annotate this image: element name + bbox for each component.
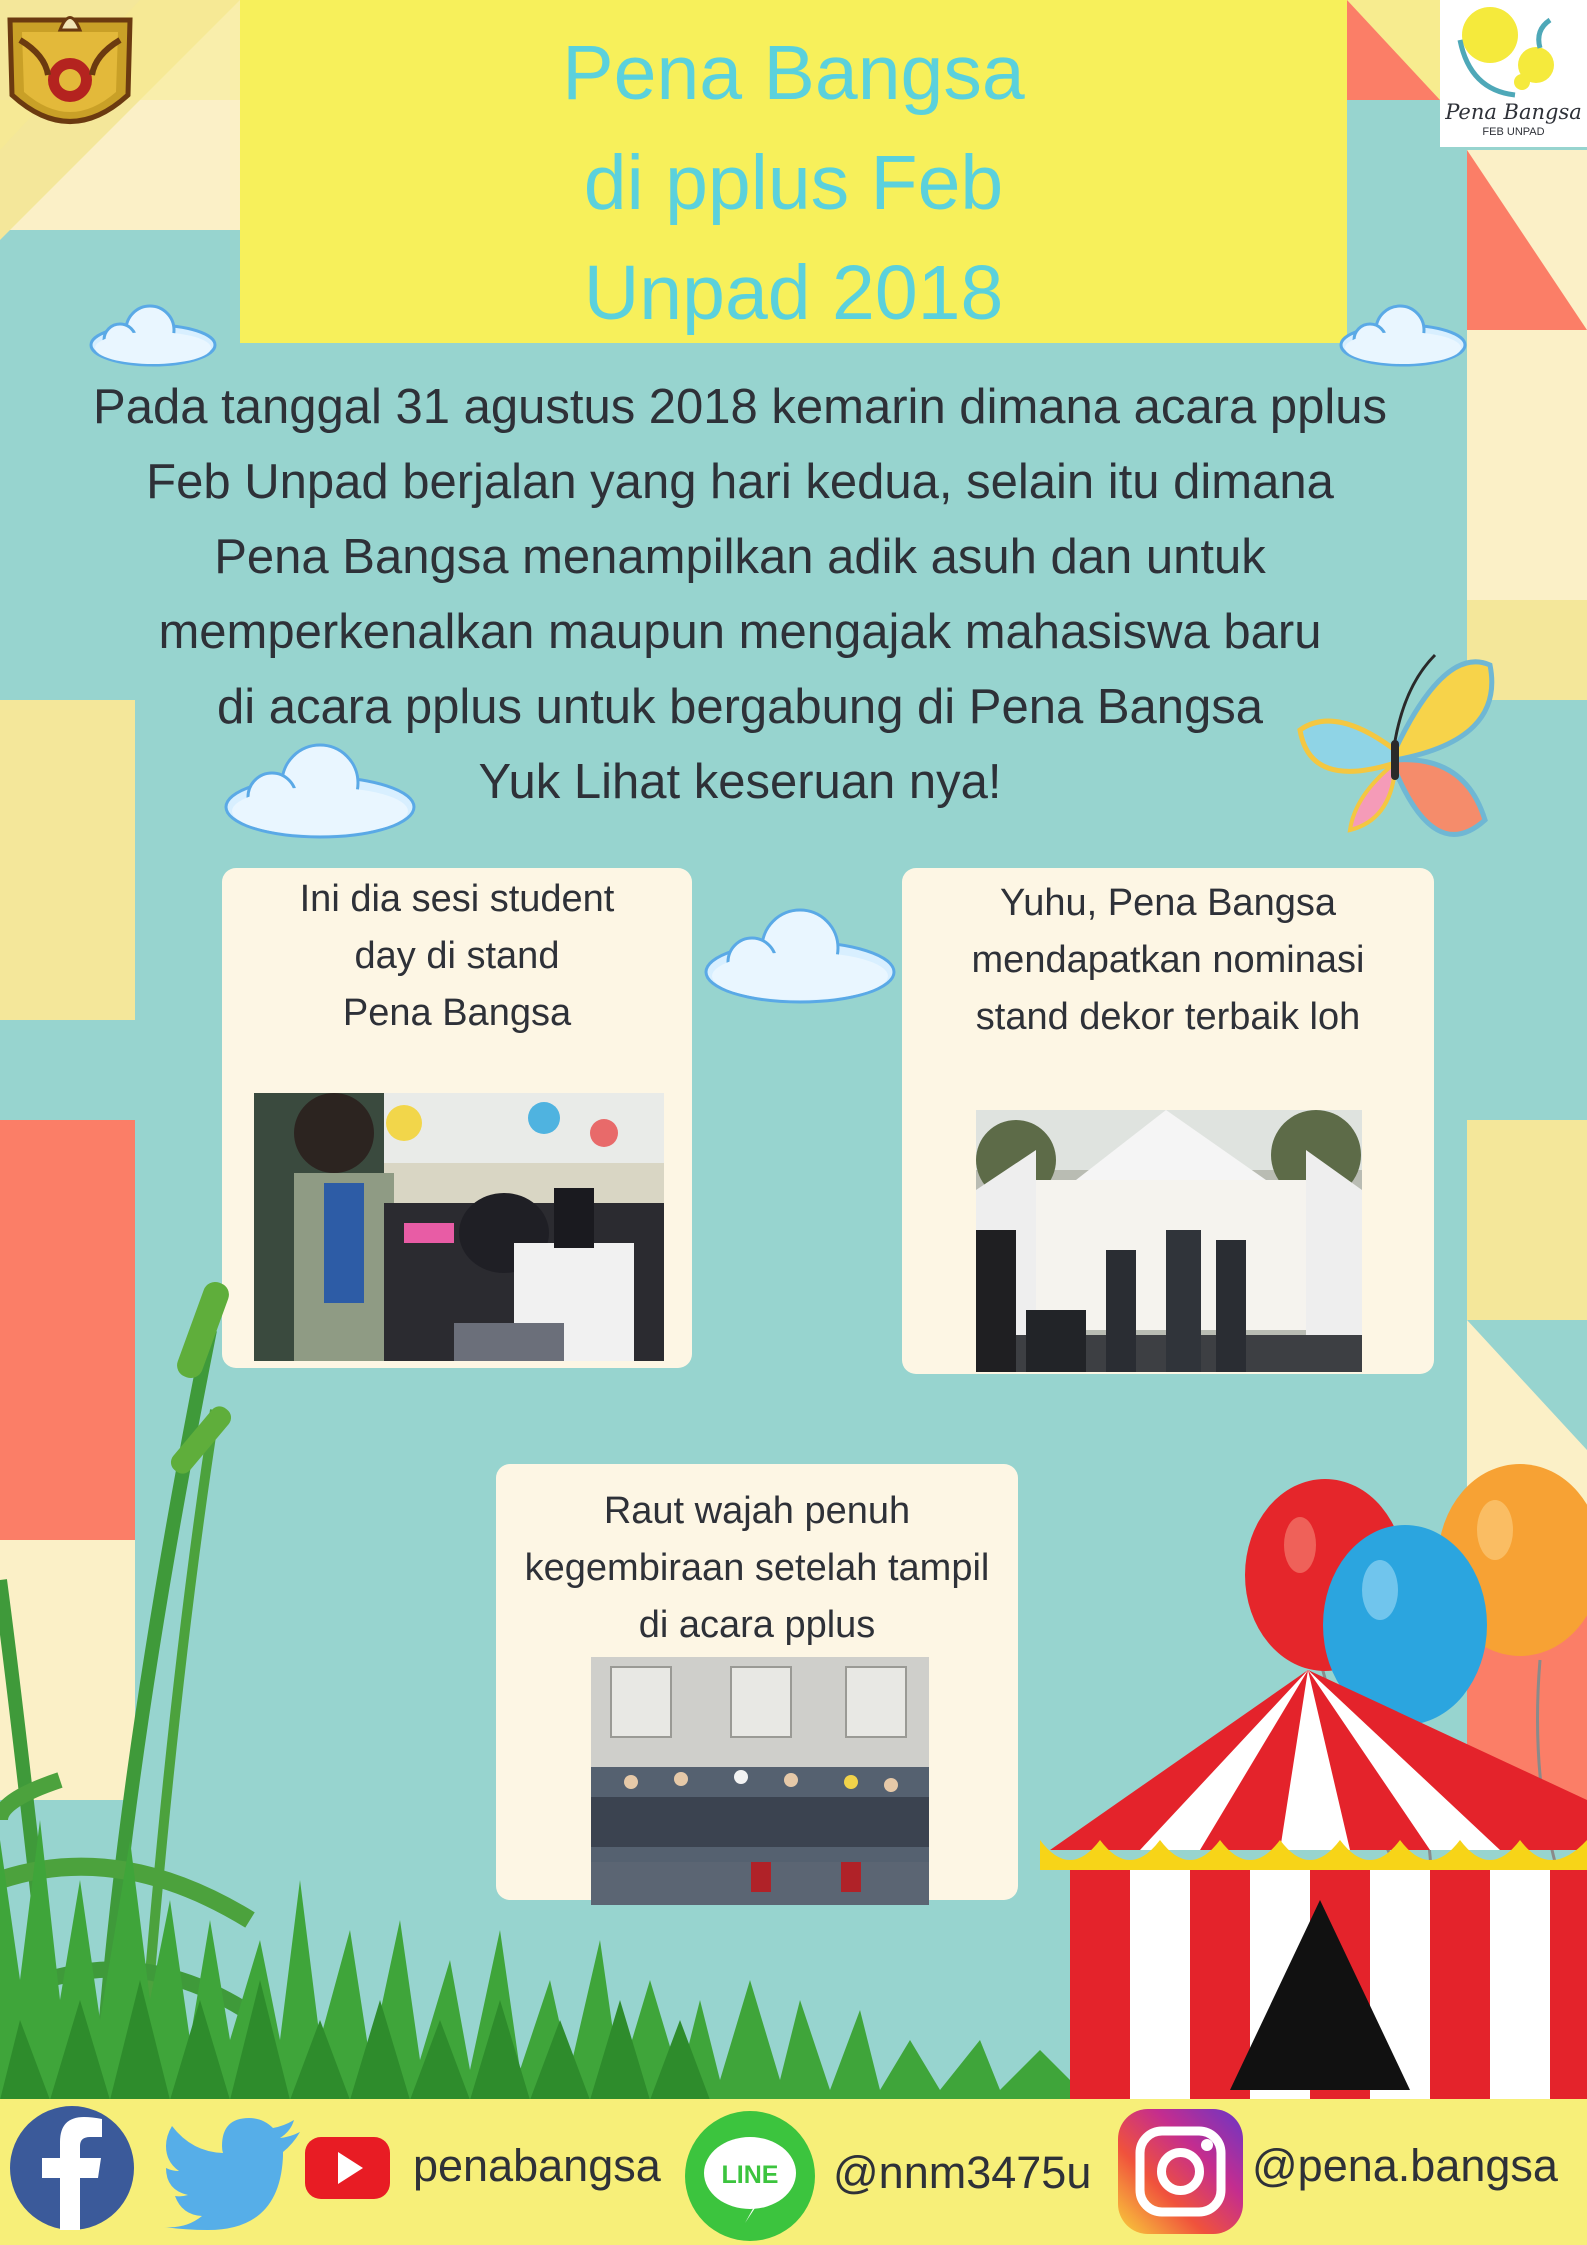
university-logo <box>0 0 140 150</box>
cloud-icon <box>85 300 220 370</box>
card-caption <box>902 875 1434 1046</box>
card-caption-line: Ini dia sesi student <box>299 878 615 920</box>
youtube-icon[interactable] <box>305 2137 390 2199</box>
card-caption-line: stand dekor terbaik loh <box>975 996 1361 1038</box>
title-line: Pena Bangsa <box>562 30 1025 116</box>
circus-tent-decoration <box>1030 1670 1587 2100</box>
intro-line: Pena Bangsa menampilkan adik asuh dan untuk <box>214 530 1266 584</box>
facebook-icon[interactable] <box>10 2106 135 2231</box>
card-caption-line: Raut wajah penuh <box>603 1490 911 1532</box>
instagram-icon[interactable] <box>1118 2109 1243 2234</box>
cloud-icon <box>1335 300 1470 370</box>
card-caption-line: kegembiraan setelah tampil <box>524 1547 990 1589</box>
intro-line: di acara pplus untuk bergabung di Pena Bangsa <box>216 680 1264 734</box>
intro-line: Feb Unpad berjalan yang hari kedua, selain itu dimana <box>146 455 1334 509</box>
instagram-handle[interactable]: @pena.bangsa <box>1252 2140 1558 2191</box>
pena-bangsa-logo-mark <box>1440 0 1587 110</box>
line-badge-text: LINE <box>721 2161 779 2189</box>
intro-line: Yuk Lihat keseruan nya! <box>478 755 1002 809</box>
card-caption-line: di acara pplus <box>638 1604 876 1646</box>
intro-line: memperkenalkan maupun mengajak mahasiswa baru <box>158 605 1322 659</box>
intro-paragraph <box>20 370 1460 820</box>
card-caption <box>222 871 692 1042</box>
line-id[interactable]: @nnm3475u <box>833 2147 1092 2198</box>
card-caption-line: Pena Bangsa <box>342 992 572 1034</box>
title-line: Unpad 2018 <box>583 250 1004 336</box>
grass-decoration <box>0 1280 1090 2100</box>
card-caption-line: Yuhu, Pena Bangsa <box>1000 882 1336 924</box>
line-icon[interactable] <box>685 2111 815 2241</box>
twitter-icon[interactable] <box>162 2118 302 2230</box>
logo-subcaption: FEB UNPAD <box>1482 126 1545 138</box>
cloud-icon <box>700 900 900 1010</box>
pena-bangsa-logo <box>1440 0 1587 147</box>
logo-caption: Pena Bangsa <box>1445 100 1582 124</box>
intro-line: Pada tanggal 31 agustus 2018 kemarin dimana acara pplus <box>93 380 1387 434</box>
title-line: di pplus Feb <box>583 140 1004 226</box>
card-caption-line: mendapatkan nominasi <box>971 939 1365 981</box>
card-caption-line: day di stand <box>354 935 560 977</box>
page-title <box>240 18 1347 348</box>
social-handle-main[interactable]: penabangsa <box>413 2140 661 2191</box>
